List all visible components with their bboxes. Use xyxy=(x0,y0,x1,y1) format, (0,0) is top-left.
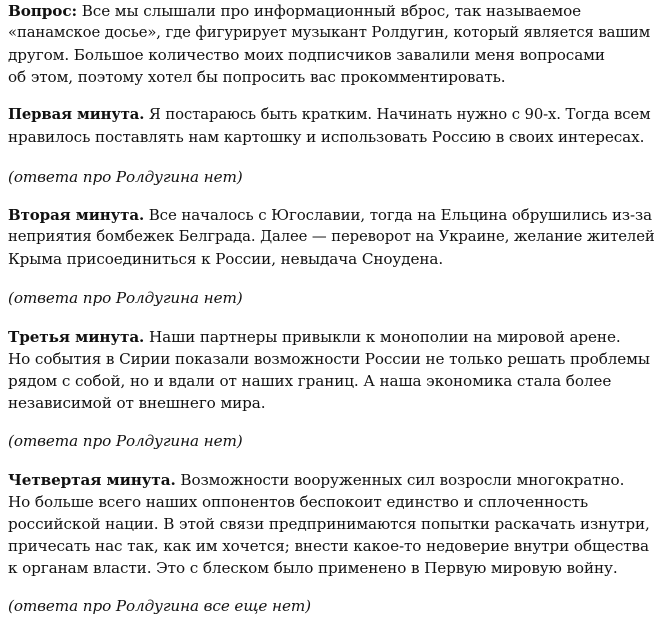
minute-3-aside: (ответа про Ролдугина нет) xyxy=(8,432,243,450)
minute-1-line-2: нравилось поставлять нам картошку и использовать Россию в своих интересах. xyxy=(8,128,645,146)
minute-4-lead: Четвертая минута. xyxy=(8,471,176,489)
minute-2-line-1: Все началось с Югославии, тогда на Ельцина обрушились из-за xyxy=(144,206,652,224)
minute-2-line-3: Крыма присоединиться к России, невыдача Сноудена. xyxy=(8,250,444,268)
question-lead: Вопрос: xyxy=(8,2,77,20)
minute-4-line-1: Возможности вооруженных сил возросли многократно. xyxy=(175,471,625,489)
minute-1-line-1: Я постараюсь быть кратким. Начинать нужно с 90-х. Тогда всем xyxy=(144,106,651,123)
minute-1-aside: (ответа про Ролдугина нет) xyxy=(8,168,243,186)
text-line xyxy=(8,469,624,491)
text-line xyxy=(8,0,581,22)
text-line xyxy=(8,104,651,126)
minute-2-aside: (ответа про Ролдугина нет) xyxy=(8,289,243,307)
minute-4-line-3: российской нации. В этой связи предпринимаются попытки раскачать изнутри, xyxy=(8,515,650,533)
text-line xyxy=(8,326,621,348)
question-line-4: об этом, поэтому хотел бы попросить вас прокомментировать. xyxy=(8,68,506,86)
question-line-3: другом. Большое количество моих подписчиков завалили меня вопросами xyxy=(8,46,605,64)
question-line-2: «панамское досье», где фигурирует музыкант Ролдугин, который является вашим xyxy=(8,24,651,41)
minute-3-line-2: Но события в Сирии показали возможности России не только решать проблемы xyxy=(8,350,650,368)
minute-3-line-3: рядом с собой, но и вдали от наших границ. А наша экономика стала более xyxy=(8,372,612,390)
minute-4-aside: (ответа про Ролдугина все еще нет) xyxy=(8,597,311,615)
minute-2-line-2: неприятия бомбежек Белграда. Далее — переворот на Украине, желание жителей xyxy=(8,228,655,245)
minute-4-line-4: причесать нас так, как им хочется; внести какое-то недоверие внутри общества xyxy=(8,537,649,555)
minute-2-lead: Вторая минута. xyxy=(8,206,145,224)
minute-3-line-4: независимой от внешнего мира. xyxy=(8,394,266,412)
minute-4-line-2: Но больше всего наших оппонентов беспокоит единство и сплоченность xyxy=(8,493,589,511)
question-line-1: Все мы слышали про информационный вброс, так называемое xyxy=(77,2,582,20)
text-line xyxy=(8,204,652,226)
minute-1-lead: Первая минута. xyxy=(8,106,145,123)
minute-4-line-5: к органам власти. Это с блеском было применено в Первую мировую войну. xyxy=(8,559,618,577)
minute-3-lead: Третья минута. xyxy=(8,328,145,346)
minute-3-line-1: Наши партнеры привыкли к монополии на мировой арене. xyxy=(144,328,621,346)
